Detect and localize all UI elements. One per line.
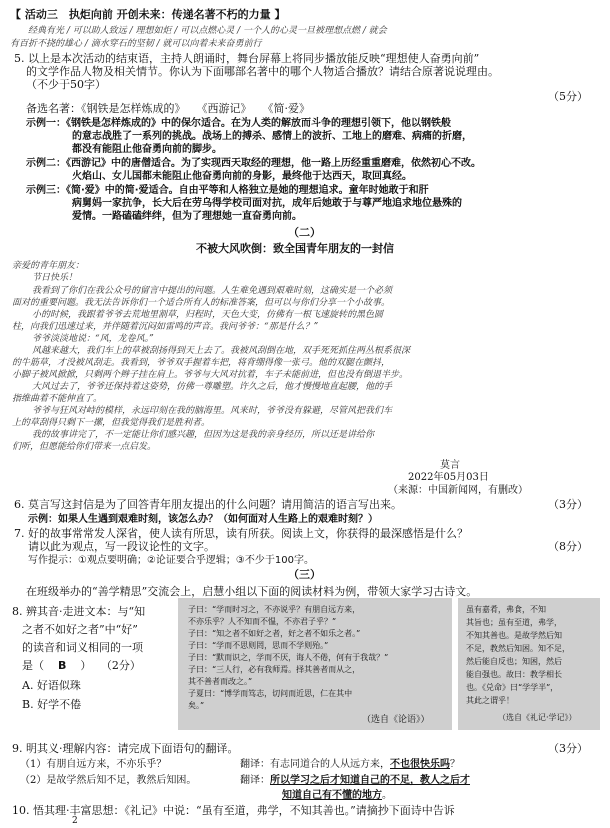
translation-label: 翻译： [240, 775, 270, 786]
q8-score: （2分） [100, 659, 141, 672]
letter-paragraph1-line: 柱，向我们迅速过来，并伴随着沉闷如雷鸣的声音。我问爷爷：“那是什么？” [12, 322, 319, 332]
q5-example3-line1: 示例三：《简·爱》中的简·爱适合。自由平等和人格独立是她的理想追求。童年时她敢于和肝 [26, 185, 429, 196]
q9-sentence1-translation [240, 755, 460, 770]
q9-sentence2-translation [240, 771, 470, 786]
translation-answer-underlined: 知道自己有不懂的地方 [282, 790, 382, 801]
letter-source: （来源：中国新闻网，有删改） [388, 485, 528, 496]
quote-line: 其不善者而改之。” [188, 677, 253, 686]
quote-line: 其此之谓乎！ [466, 696, 514, 705]
q5-prompt-line2: 的文学作品人物及相关情节。你认为下面哪部名著中的哪个人物适合播放？请结合原著说说理由。 [26, 65, 499, 78]
punctuation: 。 [382, 790, 392, 801]
letter-paragraph1-line: 面对的重要问题。我无法告诉你们一个适合所有人的标准答案，但可以与你们分享一个小故事。 [12, 298, 391, 308]
quote-line: 其旨也；虽有至道，弗学， [466, 618, 562, 627]
q9-prompt: 9. 明其义·理解内容：请完成下面语句的翻译。 [12, 742, 239, 755]
letter-paragraph2-line: 指维曲着不能伸直了。 [12, 394, 103, 404]
quote-line: 子曰：“学而不思则罔，思而不学则殆。” [188, 641, 329, 650]
q8-answer: B [58, 659, 67, 672]
letter-paragraph3-line: 上的草刮得只剩下一摞，但我觉得我们是胜利者。 [12, 418, 211, 428]
letter-paragraph2-line: 小脚子被风掀掀，只剩两个辫子挂在肩上。爷爷与大风对抗着，车子未能前进，但也没有倒退半步。 [12, 370, 409, 380]
section2-title: 不被大风吹倒：致全国青年朋友的一封信 [196, 242, 394, 255]
quote-line: 也。《兑命》曰“学学半”， [466, 683, 559, 692]
q9-sentence1: （1）有朋自远方来，不亦乐乎？ [20, 759, 167, 770]
translation-answer-underlined: 所以学习之后才知道自己的不足， [270, 775, 420, 786]
q10-prompt-line1: 10. 悟其理·丰富思想：《礼记》中说：“虽有至道，弗学，不知其善也。”请摘抄下面诗中告诉 [12, 804, 455, 817]
activity3-motto-line2: 有百折不挠的雄心 / 滴水穿石的坚韧 / 就可以向着未来奋勇前行 [10, 39, 262, 49]
letter-paragraph1-line: 我看到了你们在我公众号的留言中提出的问题。人生难免遇到艰难时刻，这确实是一个必须 [32, 286, 393, 296]
letter-paragraph2-line: 大风过去了，爷爷还保持着这姿势，仿佛一尊雕塑。许久之后，他才慢慢地直起腰，他的手 [32, 382, 393, 392]
q8-prompt-line2: 之者不如好之者”中“好” [22, 623, 138, 636]
q9-sentence2: （2）是故学然后知不足，教然后知困。 [20, 775, 197, 786]
q8-option-b: B. 好学不倦 [22, 698, 82, 711]
quote-line: 子曰：“知之者不如好之者，好之者不如乐之者。” [188, 629, 361, 638]
activity3-title: 【 活动三 执炬向前 开创未来：传递名著不朽的力量 】 [10, 8, 286, 21]
translation-label: 翻译： [240, 759, 270, 770]
quote-line: 虽有嘉肴，弗食，不知 [466, 605, 546, 614]
q5-example2-line2: 火焰山、女儿国都未能阻止他奋勇向前的身影，最终他于达西天，取回真经。 [72, 171, 412, 182]
quote-line: 子曰：“学而时习之，不亦说乎？有朋自远方来， [188, 605, 361, 614]
letter-salutation: 亲爱的青年朋友： [12, 261, 85, 271]
translation-answer-underlined: 教人之后才 [420, 775, 470, 786]
punctuation: ？ [450, 759, 460, 770]
q7-prompt-line1: 7. 好的故事常常发人深省，使人读有所思，读有所获。阅读上文，你获得的最深感悟是什么？ [14, 527, 468, 540]
q8-prompt-line4 [22, 657, 141, 673]
letter-paragraph2-line: 爷爷淡淡地说：“风，龙卷风。” [32, 334, 154, 344]
letter-paragraph4-line: 们听，但愿能给你们带来一点启发。 [12, 442, 157, 452]
quote-line: 子夏曰：“博学而笃志，切问而近思，仁在其中 [188, 689, 353, 698]
analects-quote-box [178, 598, 452, 730]
q5-options: 备选名著：《钢铁是怎样炼成的》 《西游记》 《简·爱》 [26, 102, 310, 115]
letter-paragraph1-line: 小的时候，我跟着爷爷去荒地里割草，归程时，天色大变，仿佛有一根飞速旋转的黑色圆 [32, 310, 384, 320]
liji-source: （选自《礼记·学记》） [498, 713, 577, 722]
q6-answer: 示例：如果人生遇到艰难时刻，该怎么办？（如何面对人生路上的艰难时刻？） [28, 514, 378, 525]
q7-prompt-line2: 请以此为观点，写一段议论性的文字。 [28, 540, 215, 553]
q8-paren-open: 是（ [22, 659, 44, 672]
q8-prompt-line1: 8. 辨其音·走进文本：与“知 [12, 605, 146, 618]
q5-example1-line1: 示例一：《钢铁是怎样炼成的》中的保尔适合。在为人类的解放而斗争的理想引领下，他以钢铁般 [26, 118, 451, 129]
q8-prompt-line3: 的读音和词义相同的一项 [22, 641, 143, 654]
quote-line: 不足，教然后知困。知不足， [466, 644, 570, 653]
q5-score: （5分） [548, 90, 588, 103]
q9-sentence2-translation-cont [282, 786, 392, 801]
section3-number: （三） [288, 568, 321, 581]
q5-example3-line3: 爱情。一路磕磕绊绊，但为了理想她一直奋勇向前。 [72, 211, 302, 222]
q5-prompt-line1: 5. 以上是本次活动的结束语，主持人朗诵时，舞台屏幕上将同步播放能反映“理想使人奋勇向前” [14, 52, 480, 65]
q6-score: （3分） [548, 498, 588, 511]
activity3-motto-line1: 经典有光 / 可以助人致远 / 理想如炬 / 可以点燃心灵 / 一个人的心灵一旦被理想点燃 / 就会 [28, 26, 387, 36]
letter-author: 莫言 [440, 460, 460, 471]
q5-example1-line3: 都没有能阻止他奋勇向前的脚步。 [72, 144, 222, 155]
letter-greeting: 节日快乐！ [32, 273, 78, 283]
quote-line: 子曰：“三人行，必有我师焉。择其善者而从之， [188, 665, 361, 674]
translation-answer-underlined: 不也很快乐吗 [390, 759, 450, 770]
q8-paren-close: ） [80, 659, 92, 672]
q5-example2-line1: 示例二：《西游记》中的唐僧适合。为了实现西天取经的理想，他一路上历经重重磨难，依然初心不改。 [26, 158, 481, 169]
letter-date: 2022年05月03日 [408, 472, 489, 483]
letter-paragraph3-line: 爷爷与狂风对峙的模样，永远印刻在我的脑海里。风来时，爷爷没有躲避，尽管风把我们车 [32, 406, 393, 416]
page-number: 2 [72, 816, 78, 826]
quote-line: 矣。” [188, 701, 205, 710]
quote-line: 不知其善也。是故学然后知 [466, 631, 562, 640]
q5-example1-line2: 的意志战胜了一系列的挑战。战场上的搏杀、感情上的波折、工地上的磨难、病痛的折磨， [72, 131, 472, 142]
letter-paragraph2-line: 的牛筋草，才没被风刮走。我看到，爷爷双手握着车把，将背绷得像一张弓。他的双腿在颤抖， [12, 358, 391, 368]
quote-line: 不亦乐乎？人不知而不愠，不亦君子乎？” [188, 617, 337, 626]
letter-paragraph2-line: 风越来越大，我们车上的草被刮扬得到天上去了。我被风刮倒在地，双手死死抓住两丛根系很深 [32, 346, 411, 356]
analects-source: （选自《论语》） [362, 715, 430, 725]
q9-score: （3分） [548, 742, 588, 755]
quote-line: 能自强也。故曰：教学相长 [466, 670, 562, 679]
section3-intro: 在班级举办的“善学精思”交流会上，启慧小组以下面的阅读材料为例，带领大家学习古诗文。 [26, 585, 478, 598]
q6-prompt: 6. 莫言写这封信是为了回答青年朋友提出的什么问题？请用简洁的语言写出来。 [14, 498, 402, 511]
quote-line: 然后能自反也；知困，然后 [466, 657, 562, 666]
translation-answer: 有志同道合的人从远方来， [270, 759, 390, 770]
liji-quote-box [458, 598, 600, 730]
quote-line: 子曰：“默而识之，学而不厌，诲人不倦，何有于我哉？” [188, 653, 389, 662]
q7-score: （8分） [548, 540, 588, 553]
q8-option-a: A. 好语似珠 [22, 679, 81, 692]
q5-example3-line2: 病舅妈一家抗争，长大后在劳乌得学校司面对抗，成年后她敢于与尊严地追求地位悬殊的 [72, 198, 462, 209]
q7-writing-tips: 写作提示：①观点要明确；②论证要合乎逻辑；③不少于100字。 [28, 555, 314, 566]
letter-paragraph4-line: 我的故事讲完了，不一定能让你们感兴趣，但因为这是我的亲身经历，所以还是讲给你 [32, 430, 375, 440]
q5-prompt-line3: （不少于50字） [26, 78, 106, 91]
section2-number: （二） [288, 226, 321, 239]
